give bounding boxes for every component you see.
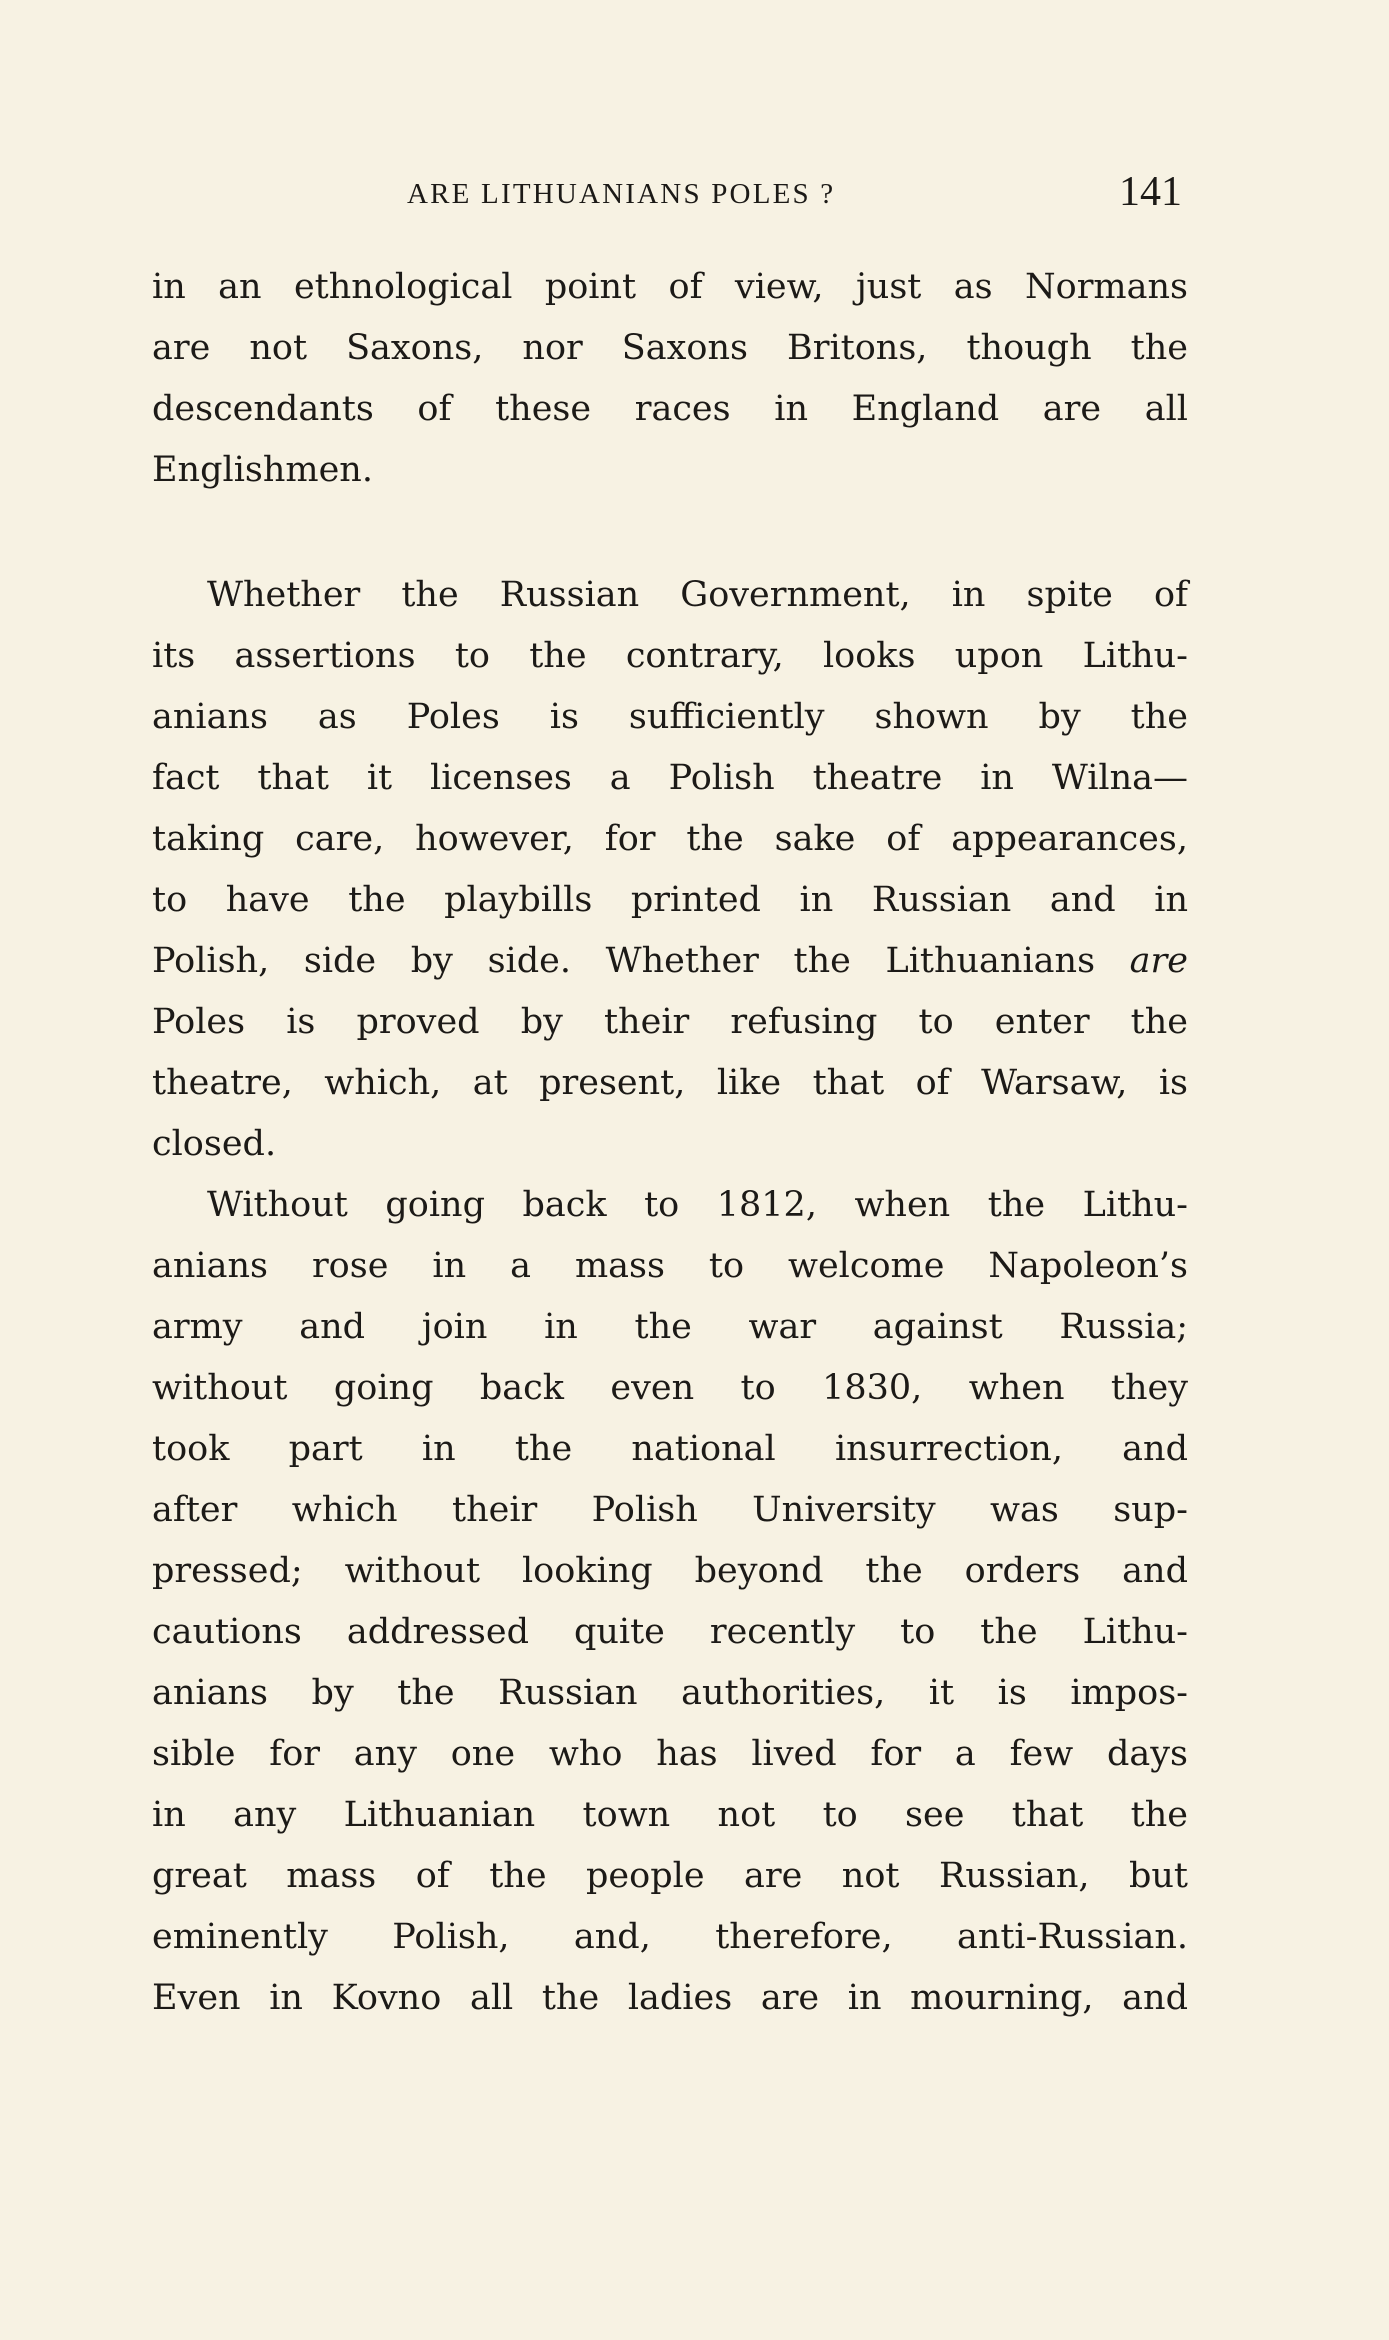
text-line: its assertions to the contrary, looks upon Lithu- <box>152 636 1188 676</box>
text-line: after which their Polish University was sup- <box>152 1490 1188 1530</box>
text-line: without going back even to 1830, when they <box>152 1368 1188 1408</box>
text-line: Whether the Russian Government, in spite of <box>207 575 1188 615</box>
text-line: sible for any one who has lived for a few days <box>152 1734 1188 1774</box>
text-line: taking care, however, for the sake of appearances, <box>152 819 1188 859</box>
paragraph-gap <box>152 501 1188 565</box>
text-line: closed. <box>152 1124 277 1164</box>
text-line: anians rose in a mass to welcome Napoleon’s <box>152 1246 1188 1286</box>
page-number: 141 <box>1119 169 1182 215</box>
text-line: anians by the Russian authorities, it is impos- <box>152 1673 1188 1713</box>
text-line: are not Saxons, nor Saxons Britons, though the <box>152 328 1188 368</box>
running-head <box>152 168 1182 218</box>
body-text <box>152 257 1188 2029</box>
text-line: Englishmen. <box>152 450 373 490</box>
text-line: anians as Poles is sufficiently shown by the <box>152 697 1188 737</box>
italic-word: are <box>1129 941 1188 981</box>
text-line: Poles is proved by their refusing to enter the <box>152 1002 1188 1042</box>
text-line: in any Lithuanian town not to see that the <box>152 1795 1188 1835</box>
text-line: to have the playbills printed in Russian and in <box>152 880 1188 920</box>
text-line: fact that it licenses a Polish theatre in Wilna— <box>152 758 1188 798</box>
text-line-roman: Polish, side by side. Whether the Lithuanians <box>152 941 1096 981</box>
running-title: ARE LITHUANIANS POLES ? <box>407 178 836 210</box>
text-line: cautions addressed quite recently to the Lithu- <box>152 1612 1188 1652</box>
text-line: took part in the national insurrection, and <box>152 1429 1188 1469</box>
text-line: descendants of these races in England are all <box>152 389 1188 429</box>
paragraph-1 <box>152 257 1188 501</box>
text-line: great mass of the people are not Russian, but <box>152 1856 1188 1896</box>
paragraph-2 <box>152 565 1188 1175</box>
text-line: in an ethnological point of view, just as Normans <box>152 267 1188 307</box>
text-line: Even in Kovno all the ladies are in mourning, and <box>152 1978 1188 2018</box>
text-line: eminently Polish, and, therefore, anti-Russian. <box>152 1917 1188 1957</box>
text-line: army and join in the war against Russia; <box>152 1307 1188 1347</box>
text-line: pressed; without looking beyond the orders and <box>152 1551 1188 1591</box>
text-line <box>152 931 1188 992</box>
text-line: theatre, which, at present, like that of Warsaw, is <box>152 1063 1188 1103</box>
paragraph-3 <box>152 1175 1188 2029</box>
text-line: Without going back to 1812, when the Lithu- <box>207 1185 1188 1225</box>
